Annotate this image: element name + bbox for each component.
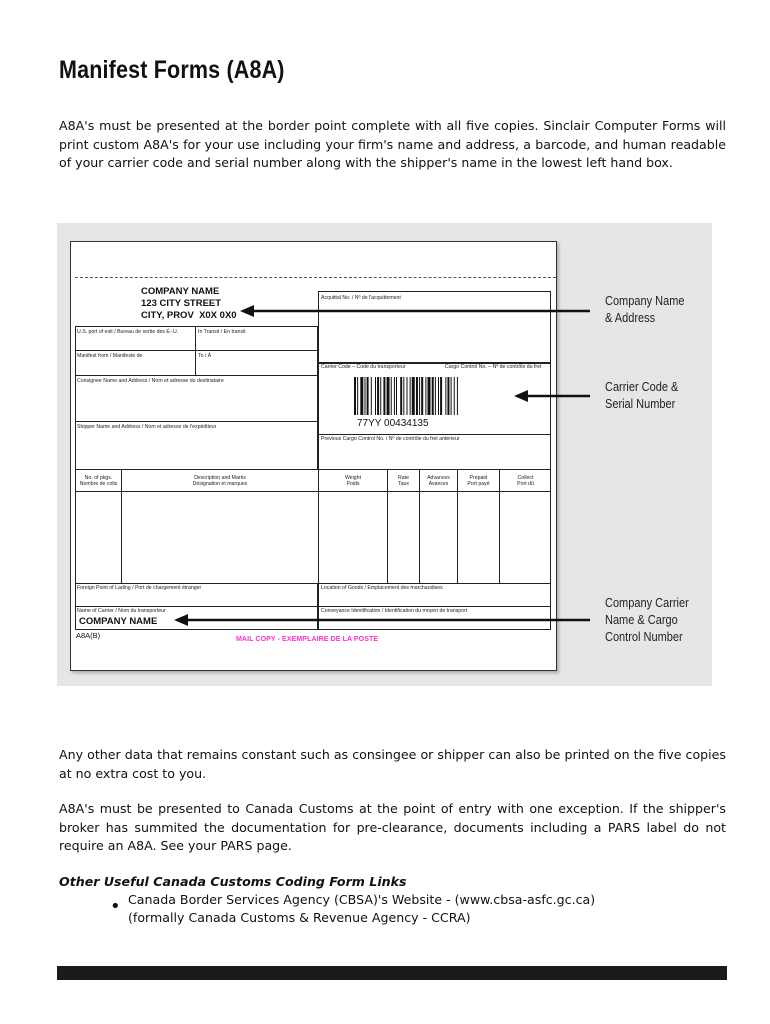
callout-carrier-cargo: Company Carrier Name & Cargo Control Number [605,596,689,644]
company-arrow-head-icon [240,305,254,317]
col-header: Weight Poids [344,475,362,487]
acquittal-label: Acquittal No. / Nº de l'acquittement [321,295,401,301]
foreign-port-label: Foreign Point of Lading / Port de chargement étranger [77,585,202,591]
callout-carrier-code: Carrier Code & Serial Number [605,380,679,411]
carrier-code-label: Carrier Code – Code du transporteur [321,364,406,370]
in-transit-label: In Transit / En transit [198,329,246,335]
company-address: COMPANY NAME 123 CITY STREET CITY, PROV X0X 0X0 [141,286,237,321]
page-title: Manifest Forms (A8A) [59,56,285,84]
shipper-label: Shipper Name and Address / Nom et adresse de l'expéditeur [77,424,217,430]
mail-copy-label: MAIL COPY - EXEMPLAIRE DE LA POSTE [236,636,379,643]
carrier-code-arrow-head-icon [514,390,528,402]
barcode-number: 77YY 00434135 [357,418,429,429]
manifest-from-label: Manifest from / Manifeste de [77,353,143,359]
conveyance-label: Conveyance Identification / Identification du moyen de transport [321,608,468,614]
a8a-form-figure [57,223,712,686]
intro-paragraph: A8A's must be presented at the border point complete with all five copies. Sinclair Computer Forms will print custom A8A's for your use including your firm's name and address, a barcode, and human readable of your carrier code and serial number along with the shipper's name in the lowest left hand box. [59,118,726,170]
col-header: Prepaid Port payé [467,475,490,487]
link-item[interactable] [128,891,688,927]
links-heading: Other Useful Canada Customs Coding Form Links [59,874,407,889]
prev-cargo-label: Previous Cargo Control No. / Nº de contrôle du fret antérieur [321,436,460,442]
consignee-label: Consignee Name and Address / Nom et adresse du destinataire [77,378,224,384]
carrier-cargo-arrow-head-icon [174,614,188,626]
paragraph-2: Any other data that remains constant such as consingee or shipper can also be printed on the five copies at no extra cost to you. [59,747,726,781]
paragraph-3: A8A's must be presented to Canada Customs at the point of entry with one exception. If the shipper's broker has summited the documentation for pre-clearance, documents including a PARS label do not require an A8A. See your PARS page. [59,801,726,853]
link-line-2: (formally Canada Customs & Revenue Agency - CCRA) [128,910,471,925]
col-header: Description and Marks Désignation et marques [192,475,248,487]
col-header: Collect Port dû [517,475,534,487]
col-header: No. of pkgs. Nombre de colis [79,475,118,487]
col-header: Advances Avances [427,475,450,487]
col-header: Rate Taux [398,475,409,487]
location-label: Location of Goods / Emplacement des marchandises [321,585,443,591]
carrier-company-name: COMPANY NAME [79,616,158,627]
bullet-icon: • [110,896,121,917]
us-port-label: U.S. port of exit / Bureau de sortie des É.-U. [77,329,179,335]
to-label: To / À [198,353,212,359]
form-id: A8A(B) [76,631,101,640]
callout-company: Company Name & Address [605,294,685,325]
carrier-name-label: Name of Carrier / Nom du transporteur [77,608,166,614]
cargo-control-label: Cargo Control No. – Nº de contrôle du fret [445,364,542,370]
link-line-1[interactable]: Canada Border Services Agency (CBSA)'s Website - (www.cbsa-asfc.gc.ca) [128,892,596,907]
footer-bar [57,966,727,980]
